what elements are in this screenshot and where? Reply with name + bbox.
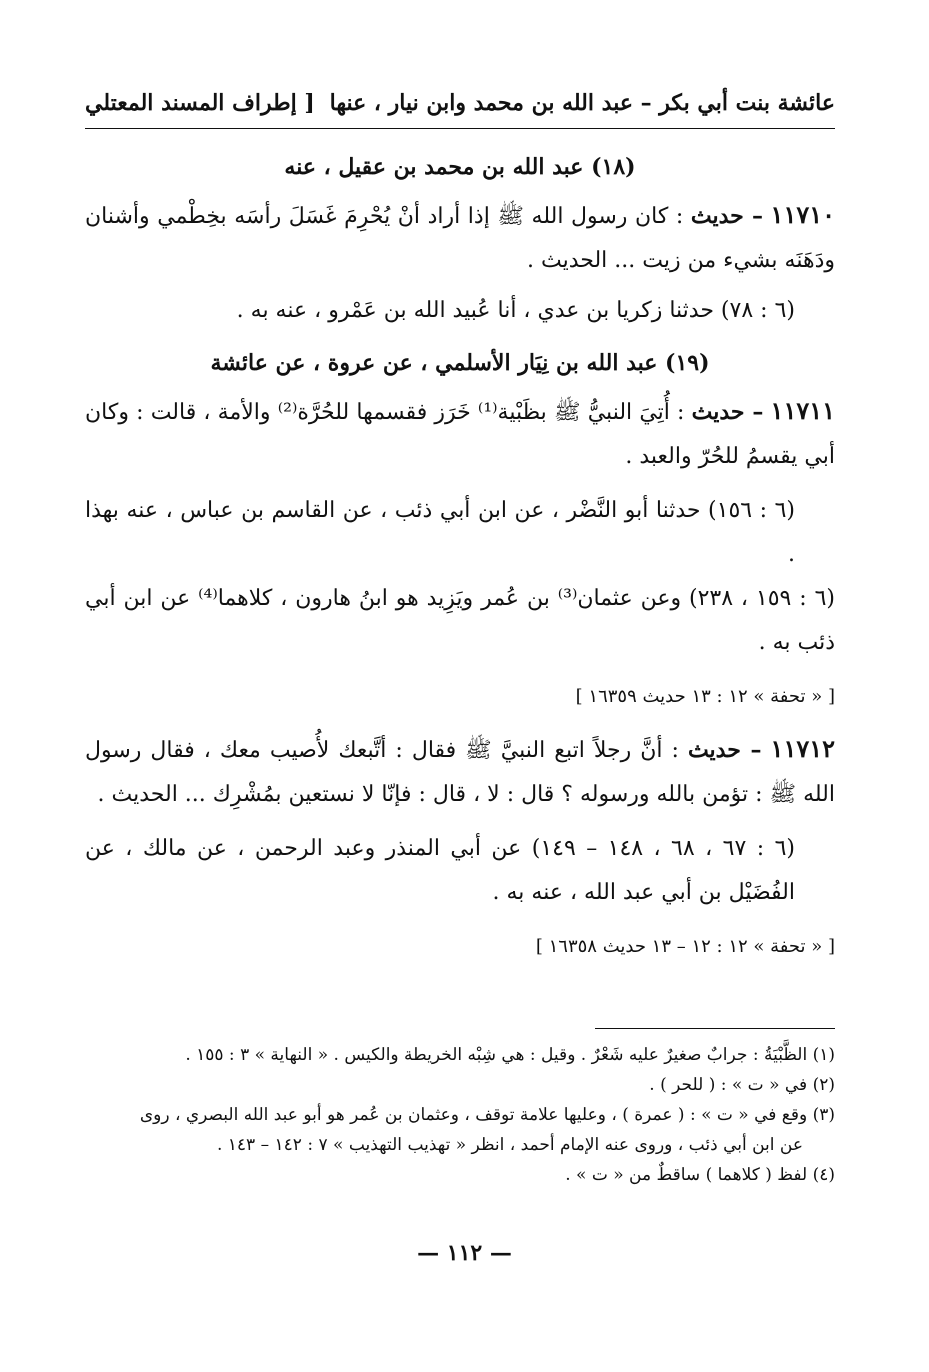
footnote: (٣) وقع في « ت » : ( عمرة ) ، وعليها علامة توقف ، وعثمان بن عُمر هو أبو عبد الله البصري ، روى — [139, 1105, 835, 1125]
footnote: (١) الظَّبْيَةُ : جرابٌ صغيرٌ عليه شَعْرٌ . وقيل : هي شِبْه الخريطة والكيس . « النهاية » ٣ : ١٥٥ . — [185, 1045, 835, 1065]
hadith-text: : كان رسول الله ﷺ إذا أراد أنْ يُحْرِمَ غَسَلَ رأسَه بخِطْمي وأشنان ودَهَنَه بشيء من زيت ... الحديث . — [85, 204, 835, 273]
footnote-continuation: عن ابن أبي ذئب ، وروى عنه الإمام أحمد ، انظر « تهذيب التهذيب » ٧ : ١٤٢ – ١٤٣ . — [216, 1135, 803, 1155]
header-rule — [85, 128, 835, 129]
hadith-paragraph — [85, 389, 835, 479]
hadith-text: : أنَّ رجلاً اتبع النبيَّ ﷺ فقال : أتَّبعك لأُصيب معك ، فقال رسول الله ﷺ : تؤمن بالله ورسوله ؟ قال : لا ، قال : فإنّا لا نستعين بمُشْرِك ... الحديث . — [85, 738, 835, 807]
hadith-number: ١١٧١٢ — [770, 734, 835, 763]
main-text — [85, 145, 835, 977]
hadith-paragraph — [85, 727, 835, 817]
hadith-label: – حديث — [691, 399, 764, 425]
hadith-label: – حديث — [690, 203, 763, 229]
section-title: (١٩) عبد الله بن نِيَار الأسلمي ، عن عروة ، عن عائشة — [210, 350, 710, 376]
tuhfa-reference: [ « تحفة » ١٢ : ١٣ حديث ١٦٣٥٩ ] — [575, 686, 835, 707]
header-right-title: عائشة بنت أبي بكر – عبد الله بن محمد وابن نيار ، عنها — [329, 90, 835, 116]
footnote-rule — [595, 1028, 835, 1029]
hadith-number: ١١٧١٠ — [770, 200, 835, 229]
running-header — [85, 90, 835, 116]
footnote: (٤) لفظ ( كلاهما ) ساقطٌ من « ت » . — [565, 1165, 835, 1185]
hadith-paragraph — [85, 193, 835, 283]
header-left-title: [ إطراف المسند المعتلي — [85, 90, 315, 116]
hadith-number: ١١٧١١ — [770, 396, 835, 425]
hadith-text: : أُتِيَ النبيُّ ﷺ بظَبْية⁽¹⁾ خَرَز فقسمها للحُرَّة⁽²⁾ والأمة ، قالت : وكان أبي يقسمُ للحُرّ والعبد . — [85, 400, 835, 469]
source-line: (٦ : ٧٨) حدثنا زكريا بن عدي ، أنا عُبيد الله بن عَمْرو ، عنه به . — [236, 298, 795, 323]
source-line: (٦ : ١٥٦) حدثنا أبو النَّضْر ، عن ابن أبي ذئب ، عن القاسم بن عباس ، عنه بهذا . — [85, 498, 795, 567]
page-number: — ١١٢ — — [417, 1240, 512, 1266]
footnote: (٢) في « ت » : ( للحر ) . — [649, 1075, 835, 1095]
source-line: (٦ : ٦٧ ، ٦٨ ، ١٤٨ – ١٤٩) عن أبي المنذر وعبد الرحمن ، عن مالك ، عن الفُضَيْل بن أبي عبد الله ، عنه به . — [85, 836, 795, 905]
footnotes — [85, 1040, 835, 1190]
source-line: (٦ : ١٥٩ ، ٢٣٨) وعن عثمان⁽³⁾ بن عُمر ويَزِيد هو ابنُ هارون ، كلاهما⁽⁴⁾ عن ابن أبي ذئب به . — [85, 586, 835, 655]
tuhfa-reference: [ « تحفة » ١٢ : ١٢ – ١٣ حديث ١٦٣٥٨ ] — [535, 936, 835, 957]
section-title: (١٨) عبد الله بن محمد بن عقيل ، عنه — [284, 154, 636, 180]
hadith-label: – حديث — [687, 737, 762, 763]
